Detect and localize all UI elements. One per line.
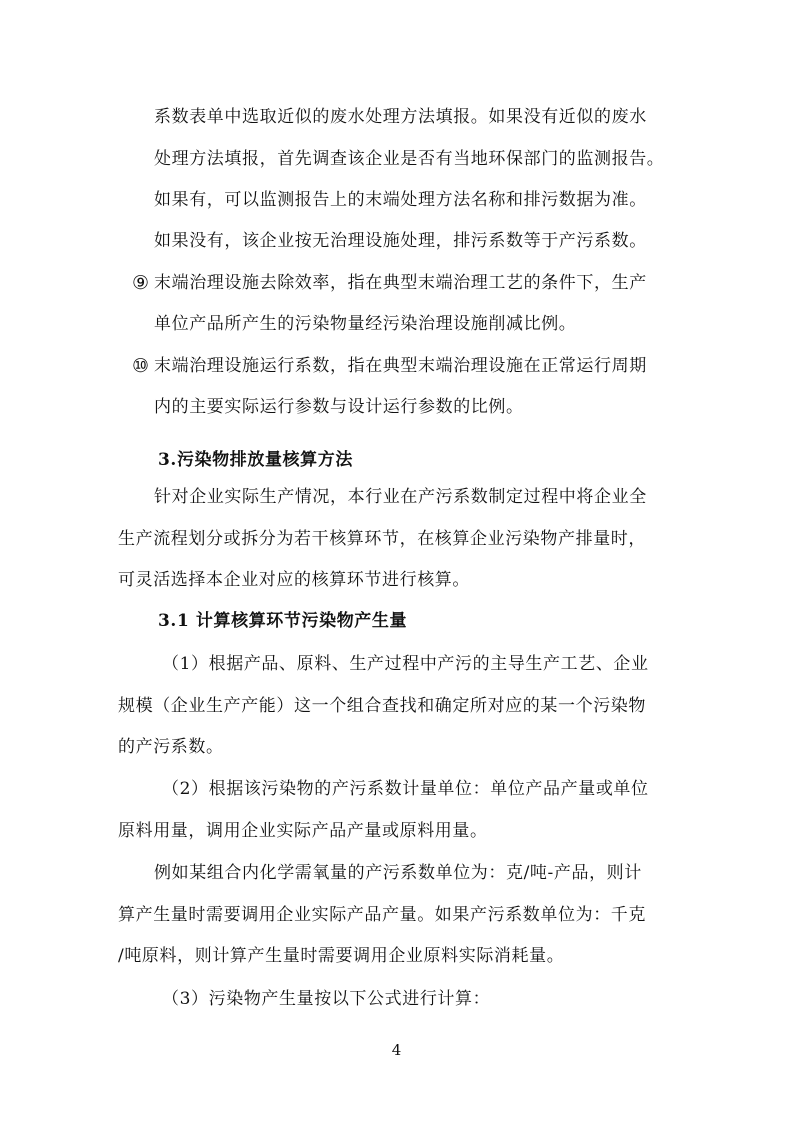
body-line: 系数表单中选取近似的废水处理方法填报。如果没有近似的废水 xyxy=(154,107,647,127)
body-line: 规模（企业生产产能）这一个组合查找和确定所对应的某一个污染物 xyxy=(118,696,646,716)
body-line: （1）根据产品、原料、生产过程中产污的主导生产工艺、企业 xyxy=(162,654,649,674)
item-marker-9: ⑨ xyxy=(132,272,150,294)
body-line: 生产流程划分或拆分为若干核算环节，在核算企业污染物产排量时， xyxy=(118,529,646,549)
body-line: 末端治理设施运行系数，指在典型末端治理设施在正常运行周期 xyxy=(154,356,647,376)
body-line: 如果没有，该企业按无治理设施处理，排污系数等于产污系数。 xyxy=(154,231,647,251)
body-line: （3）污染物产生量按以下公式进行计算： xyxy=(162,989,491,1009)
body-line: /吨原料，则计算产生量时需要调用企业原料实际消耗量。 xyxy=(118,946,565,966)
body-line: （2）根据该污染物的产污系数计量单位：单位产品产量或单位 xyxy=(162,779,649,799)
body-line: 的产污系数。 xyxy=(118,737,224,757)
body-line: 针对企业实际生产情况，本行业在产污系数制定过程中将企业全 xyxy=(154,487,647,507)
body-line: 内的主要实际运行参数与设计运行参数的比例。 xyxy=(154,397,524,417)
item-marker-10: ⑩ xyxy=(132,355,150,377)
body-line: 可灵活选择本企业对应的核算环节进行核算。 xyxy=(118,570,470,590)
body-line: 末端治理设施去除效率，指在典型末端治理工艺的条件下，生产 xyxy=(154,273,647,293)
body-line: 单位产品所产生的污染物量经污染治理设施削减比例。 xyxy=(154,314,577,334)
subsection-heading: 3.1 计算核算环节污染物产生量 xyxy=(158,611,408,631)
body-line: 原料用量，调用企业实际产品产量或原料用量。 xyxy=(118,821,488,841)
section-heading: 3.污染物排放量核算方法 xyxy=(158,450,353,470)
page-number: 4 xyxy=(391,1041,402,1059)
body-line: 算产生量时需要调用企业实际产品产量。如果产污系数单位为：千克 xyxy=(118,905,646,925)
body-line: 例如某组合内化学需氧量的产污系数单位为：克/吨-产品，则计 xyxy=(154,863,642,883)
body-line: 处理方法填报，首先调查该企业是否有当地环保部门的监测报告。 xyxy=(154,149,665,169)
body-line: 如果有，可以监测报告上的末端处理方法名称和排污数据为准。 xyxy=(154,190,647,210)
